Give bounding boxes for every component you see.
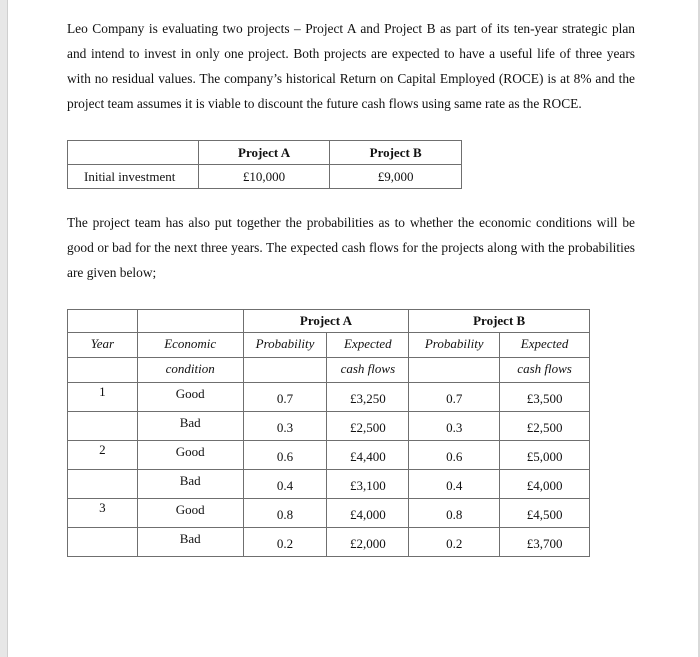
subheader-condition-line1: Economic (137, 333, 243, 358)
row-cash-b: £3,700 (500, 528, 590, 557)
row-cash-b: £5,000 (500, 441, 590, 470)
row-cash-b: £4,000 (500, 470, 590, 499)
row-cash-a: £3,100 (327, 470, 409, 499)
cashflow-table (67, 309, 590, 557)
row-condition: Bad (137, 470, 243, 499)
subheader-year: Year (68, 333, 138, 358)
probability-paragraph: The project team has also put together the probabilities as to whether the economic conditions will be good or bad for the next three years. The expected cash flows for the projects along with the probabilities are given below; (67, 215, 635, 280)
row-prob-a: 0.8 (243, 499, 327, 528)
row-condition: Bad (137, 528, 243, 557)
table-row (68, 412, 590, 441)
row-prob-b: 0.8 (409, 499, 500, 528)
row-year: 3 (68, 499, 138, 528)
investment-header-row (68, 141, 462, 165)
row-prob-a: 0.6 (243, 441, 327, 470)
cashflow-subheader-row-2 (68, 358, 590, 383)
row-cash-a: £2,500 (327, 412, 409, 441)
subheader-cash-a-line2: cash flows (327, 358, 409, 383)
row-condition: Good (137, 383, 243, 412)
group-header-empty-year (68, 310, 138, 333)
investment-header-empty (68, 141, 199, 165)
row-condition: Good (137, 441, 243, 470)
investment-row (68, 165, 462, 189)
table-row (68, 528, 590, 557)
row-prob-b: 0.2 (409, 528, 500, 557)
subheader-probability-a: Probability (243, 333, 327, 358)
subheader-condition-line2: condition (137, 358, 243, 383)
row-prob-b: 0.6 (409, 441, 500, 470)
row-condition: Bad (137, 412, 243, 441)
investment-project-a-value: £10,000 (198, 165, 330, 189)
left-frame-edge (0, 0, 8, 657)
investment-header-project-b: Project B (330, 141, 462, 165)
group-header-project-b: Project B (409, 310, 590, 333)
row-condition: Good (137, 499, 243, 528)
row-prob-a: 0.2 (243, 528, 327, 557)
subheader-probability-b: Probability (409, 333, 500, 358)
row-cash-a: £4,400 (327, 441, 409, 470)
row-year (68, 528, 138, 557)
table-row (68, 470, 590, 499)
row-prob-b: 0.4 (409, 470, 500, 499)
row-prob-b: 0.7 (409, 383, 500, 412)
subheader-cash-b-line1: Expected (500, 333, 590, 358)
investment-table (67, 140, 462, 189)
row-cash-a: £2,000 (327, 528, 409, 557)
table-row (68, 499, 590, 528)
row-year: 1 (68, 383, 138, 412)
table-row (68, 441, 590, 470)
group-header-project-a: Project A (243, 310, 409, 333)
row-prob-a: 0.4 (243, 470, 327, 499)
row-cash-a: £3,250 (327, 383, 409, 412)
subheader-probability-a-cont (243, 358, 327, 383)
intro-paragraph: Leo Company is evaluating two projects – Project A and Project B as part of its ten-year strategic plan and intend to invest in only one project. Both projects are expected to have a useful life of three years with no residual values. The company’s historical Return on Capital Employed (ROCE) is at 8% and the project team assumes it is viable to discount the future cash flows using same rate as the ROCE. (67, 21, 635, 111)
row-prob-a: 0.3 (243, 412, 327, 441)
row-year (68, 412, 138, 441)
cashflow-group-header-row (68, 310, 590, 333)
row-prob-a: 0.7 (243, 383, 327, 412)
subheader-cash-a-line1: Expected (327, 333, 409, 358)
group-header-empty-condition (137, 310, 243, 333)
investment-row-label: Initial investment (68, 165, 199, 189)
subheader-probability-b-cont (409, 358, 500, 383)
investment-header-project-a: Project A (198, 141, 330, 165)
row-cash-b: £2,500 (500, 412, 590, 441)
subheader-cash-b-line2: cash flows (500, 358, 590, 383)
row-year: 2 (68, 441, 138, 470)
cashflow-subheader-row-1 (68, 333, 590, 358)
row-cash-b: £3,500 (500, 383, 590, 412)
investment-project-b-value: £9,000 (330, 165, 462, 189)
row-year (68, 470, 138, 499)
row-cash-b: £4,500 (500, 499, 590, 528)
row-cash-a: £4,000 (327, 499, 409, 528)
subheader-year-cont (68, 358, 138, 383)
row-prob-b: 0.3 (409, 412, 500, 441)
table-row (68, 383, 590, 412)
